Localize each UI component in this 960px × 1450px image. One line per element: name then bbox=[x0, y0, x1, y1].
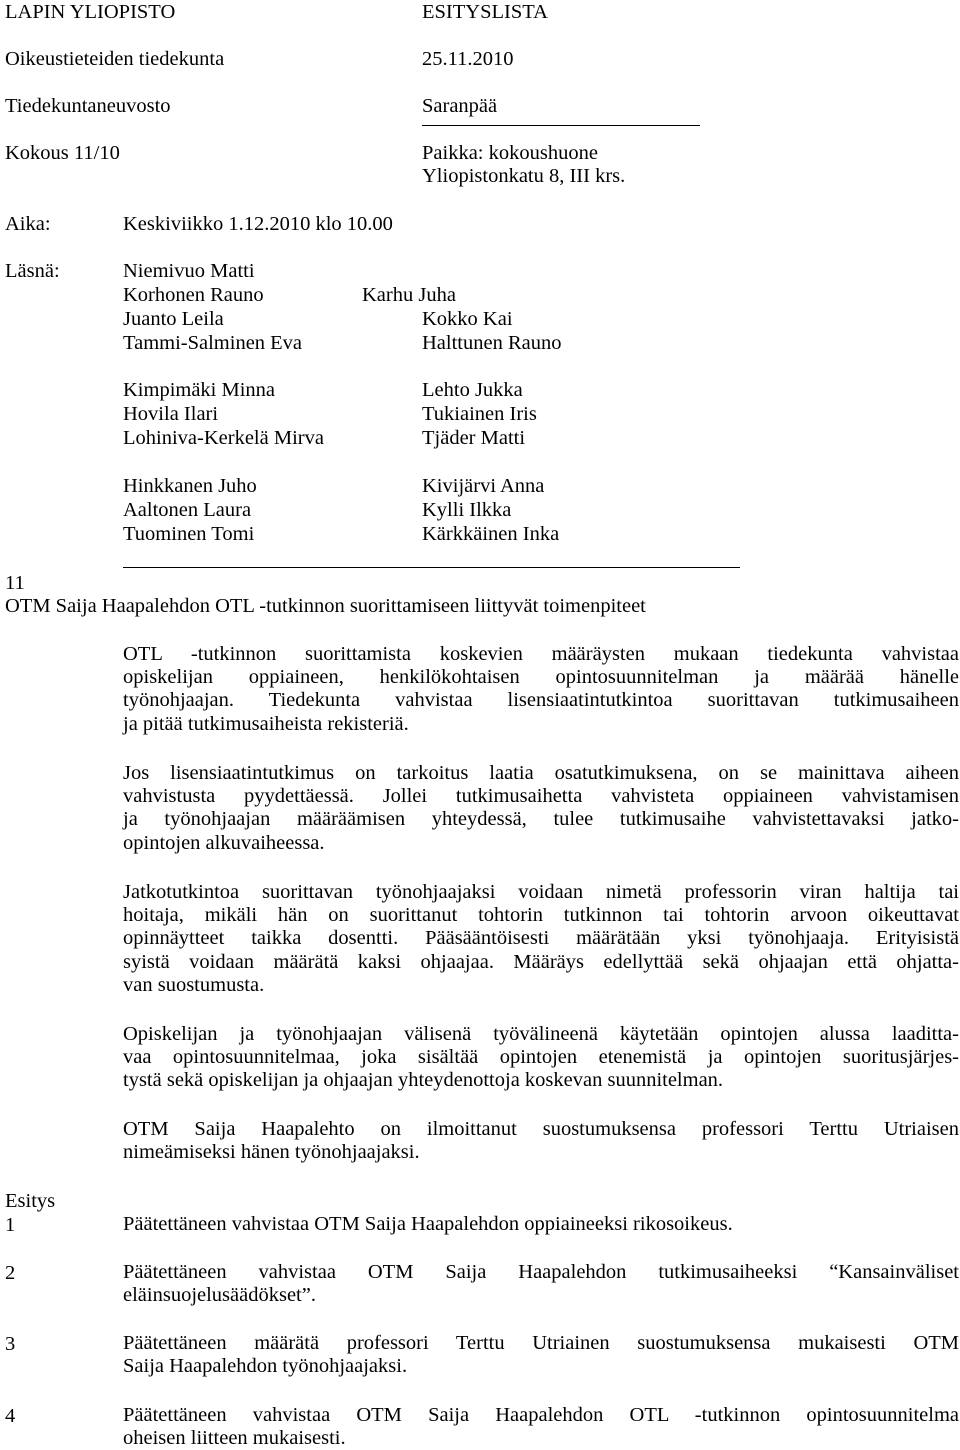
paragraph bbox=[123, 643, 959, 736]
proposal-line: Päätettäneen vahvistaa OTM Saija Haapalehdon tutkimusaiheeksi “Kansainväliset bbox=[123, 1261, 959, 1283]
paragraph-line: Jatkotutkintoa suorittavan työnohjaajaksi voidaan nimetä professorin viran haltija tai bbox=[123, 881, 959, 903]
section-divider bbox=[123, 567, 740, 568]
paragraph-line: OTM Saija Haapalehto on ilmoittanut suostumuksensa professori Terttu Utriaisen bbox=[123, 1118, 959, 1140]
paragraph-line: Jos lisensiaatintutkimus on tarkoitus laatia osatutkimuksena, on se mainittava aiheen bbox=[123, 762, 959, 784]
attendee: Lohiniva-Kerkelä Mirva bbox=[123, 427, 324, 449]
paragraph-line: van suostumusta. bbox=[123, 973, 265, 996]
proposal-number: 3 bbox=[5, 1333, 16, 1355]
time-label: Aika: bbox=[5, 213, 51, 235]
paragraph-line: vahvistusta pyydettäessä. Jollei tutkimusaihetta vahvisteta oppiaineen vahvistamisen bbox=[123, 785, 959, 808]
item-title: OTM Saija Haapalehdon OTL -tutkinnon suorittamiseen liittyvät toimenpiteet bbox=[5, 595, 646, 617]
paragraph-line: ja pitää tutkimusaiheista rekisteriä. bbox=[123, 712, 409, 735]
attendee: Niemivuo Matti bbox=[123, 260, 255, 282]
attendee: Tuominen Tomi bbox=[123, 523, 255, 545]
proposal-text bbox=[123, 1213, 959, 1236]
attendee: Aaltonen Laura bbox=[123, 499, 252, 521]
attendee: Karhu Juha bbox=[362, 284, 456, 306]
paragraph-line: vaa opintosuunnitelmaa, joka sisältää opintojen etenemistä ja opintojen suoritusjärjes- bbox=[123, 1046, 959, 1069]
council-name: Tiedekuntaneuvosto bbox=[5, 95, 171, 117]
proposal-line: oheisen liitteen mukaisesti. bbox=[123, 1427, 346, 1450]
paragraph-line: työnohjaajan. Tiedekunta vahvistaa lisensiaatintutkintoa suorittavan tutkimusaiheen bbox=[123, 689, 959, 712]
meeting-address: Yliopistonkatu 8, III krs. bbox=[422, 165, 626, 187]
attendee: Tammi-Salminen Eva bbox=[123, 332, 303, 354]
proposal-number: 1 bbox=[5, 1214, 16, 1236]
paragraph bbox=[123, 1023, 959, 1093]
paragraph-line: tystä sekä opiskelijan ja ohjaajan yhteydenottoja koskevan suunnitelman. bbox=[123, 1069, 724, 1092]
paragraph-line: hoitaja, mikäli hän on suorittanut tohtorin tutkinnon tai tohtorin arvoon oikeuttavat bbox=[123, 904, 959, 927]
proposal-line: eläinsuojelusäädökset”. bbox=[123, 1284, 316, 1307]
proposal-text bbox=[123, 1261, 959, 1307]
paragraph-line: Opiskelijan ja työnohjaajan välisenä työvälineenä käytetään opintojen alussa laaditta- bbox=[123, 1023, 959, 1045]
attendee: Kivijärvi Anna bbox=[422, 475, 545, 497]
header-divider bbox=[422, 125, 700, 126]
paragraph-line: ja työnohjaajan määräämisen yhteydessä, tulee tutkimusaihe vahvistettavaksi jatko- bbox=[123, 808, 959, 831]
attendee: Korhonen Rauno bbox=[123, 284, 264, 306]
paragraph-line: opiskelijan oppiaineen, henkilökohtaisen opintosuunnitelman ja määrää hänelle bbox=[123, 666, 959, 689]
attendee: Hinkkanen Juho bbox=[123, 475, 257, 497]
document-type: ESITYSLISTA bbox=[422, 1, 548, 23]
meeting-time: Keskiviikko 1.12.2010 klo 10.00 bbox=[123, 213, 393, 235]
proposal-text bbox=[123, 1332, 959, 1378]
attendee: Lehto Jukka bbox=[422, 379, 523, 401]
attendance-label: Läsnä: bbox=[5, 260, 60, 282]
document-date: 25.11.2010 bbox=[422, 48, 514, 70]
proposal-number: 2 bbox=[5, 1262, 16, 1284]
chair-name: Saranpää bbox=[422, 95, 498, 117]
attendee: Juanto Leila bbox=[123, 308, 224, 330]
item-number: 11 bbox=[5, 572, 25, 594]
university-name: LAPIN YLIOPISTO bbox=[5, 1, 176, 23]
proposal-line: Päätettäneen vahvistaa OTM Saija Haapalehdon oppiaineeksi rikosoikeus. bbox=[123, 1213, 733, 1235]
attendee: Tjäder Matti bbox=[422, 427, 526, 449]
proposal-text bbox=[123, 1404, 959, 1450]
attendee: Kimpimäki Minna bbox=[123, 379, 276, 401]
attendee: Hovila Ilari bbox=[123, 403, 219, 425]
paragraph-line: OTL -tutkinnon suorittamista koskevien määräysten mukaan tiedekunta vahvistaa bbox=[123, 643, 959, 665]
proposal-line: Saija Haapalehdon työnohjaajaksi. bbox=[123, 1355, 408, 1378]
paragraph bbox=[123, 762, 959, 855]
attendee: Kärkkäinen Inka bbox=[422, 523, 560, 545]
meeting-place: Paikka: kokoushuone bbox=[422, 142, 598, 164]
proposal-number: 4 bbox=[5, 1405, 16, 1427]
paragraph-line: nimeämiseksi hänen työnohjaajaksi. bbox=[123, 1141, 420, 1164]
proposal-label: Esitys bbox=[5, 1190, 56, 1212]
attendee: Kylli Ilkka bbox=[422, 499, 512, 521]
proposal-line: Päätettäneen määrätä professori Terttu Utriainen suostumuksensa mukaisesti OTM bbox=[123, 1332, 959, 1354]
paragraph-line: opintojen alkuvaiheessa. bbox=[123, 831, 325, 854]
attendee: Halttunen Rauno bbox=[422, 332, 562, 354]
paragraph bbox=[123, 1118, 959, 1164]
attendee: Kokko Kai bbox=[422, 308, 513, 330]
attendee: Tukiainen Iris bbox=[422, 403, 537, 425]
proposal-line: Päätettäneen vahvistaa OTM Saija Haapalehdon OTL -tutkinnon opintosuunnitelma bbox=[123, 1404, 959, 1426]
paragraph-line: syistä voidaan määrätä kaksi ohjaajaa. Määräys edellyttää sekä ohjaajan että ohjatta- bbox=[123, 950, 959, 973]
paragraph bbox=[123, 881, 959, 997]
meeting-number: Kokous 11/10 bbox=[5, 142, 120, 164]
faculty-name: Oikeustieteiden tiedekunta bbox=[5, 48, 225, 70]
paragraph-line: opinnäytteet taikka dosentti. Pääsääntöisesti määrätään yksi työnohjaaja. Erityisistä bbox=[123, 927, 959, 950]
